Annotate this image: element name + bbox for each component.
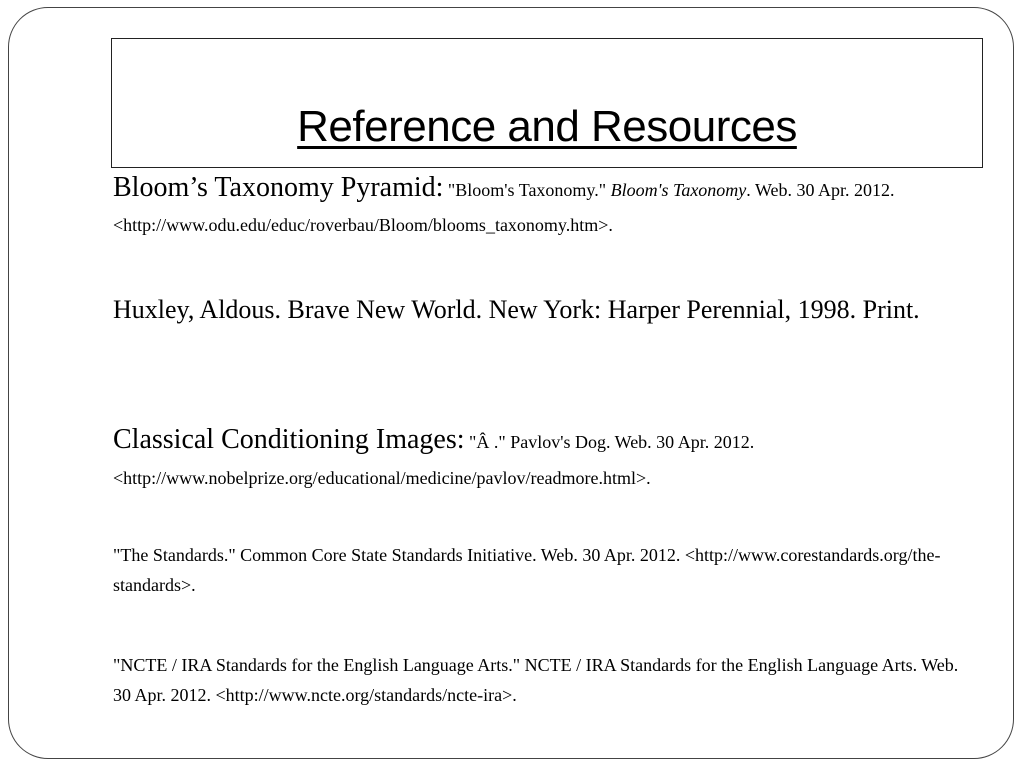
reference-bloom-site: Bloom's Taxonomy — [610, 180, 747, 200]
reference-ncte: "NCTE / IRA Standards for the English Language Arts." NCTE / IRA Standards for the English Language Arts. Web. 30 Apr. 2012. <http://www.ncte.org/standards/ncte-ira>. — [113, 655, 959, 705]
title-box — [111, 38, 983, 168]
slide-title: Reference and Resources — [297, 102, 797, 151]
reference-standards: "The Standards." Common Core State Standards Initiative. Web. 30 Apr. 2012. <http://www.corestandards.org/the-standards>. — [113, 545, 941, 595]
reference-huxley: Huxley, Aldous. Brave New World. New York: Harper Perennial, 1998. Print. — [113, 295, 920, 324]
reference-bloom — [113, 170, 973, 243]
slide-frame — [8, 7, 1014, 759]
reference-pavlov-details: "Â ." Pavlov's Dog. Web. 30 Apr. 2012. <http://www.nobelprize.org/educational/medicine/pavlov/readmore.html>. — [113, 432, 755, 488]
reference-pavlov-lead: Classical Conditioning Images: — [113, 424, 465, 455]
reference-bloom-details: . Web. 30 Apr. 2012. <http://www.odu.edu/educ/roverbau/Bloom/blooms_taxonomy.htm>. — [113, 180, 895, 235]
reference-pavlov — [113, 422, 973, 496]
reference-bloom-lead: Bloom’s Taxonomy Pyramid: — [113, 172, 444, 203]
reference-bloom-title: "Bloom's Taxonomy." — [443, 180, 611, 200]
